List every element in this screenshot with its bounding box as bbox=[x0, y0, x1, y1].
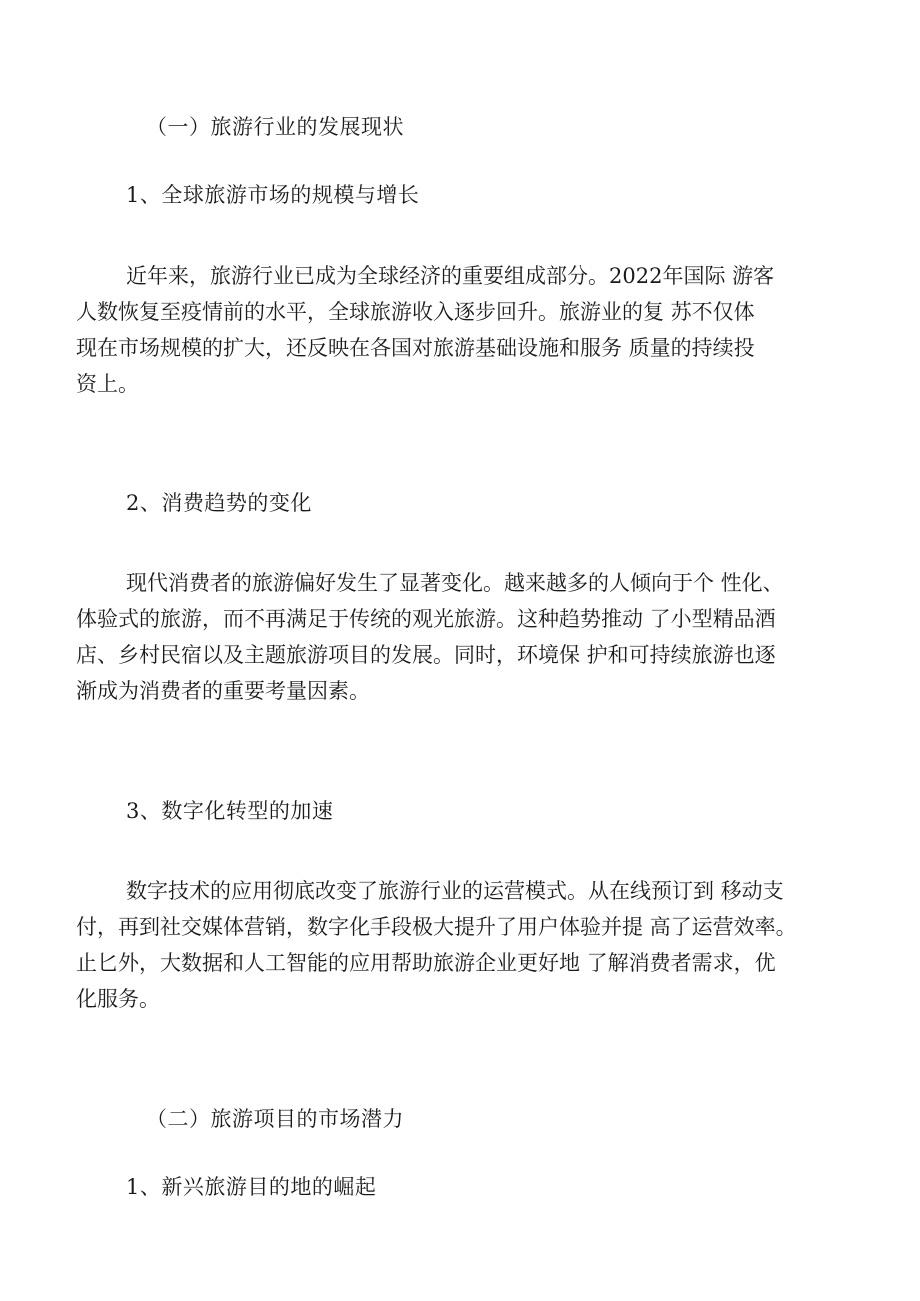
paragraph-line: 店、乡村民宿以及主题旅游项目的发展。同时，环境保 护和可持续旅游也逐 bbox=[76, 643, 776, 667]
section-heading-1: （一）旅游行业的发展现状 bbox=[146, 115, 404, 139]
paragraph-consumer-trends bbox=[76, 565, 846, 709]
subsection-heading-1-1: 1、全球旅游市场的规模与增长 bbox=[126, 183, 420, 207]
paragraph-line: 止匕外，大数据和人工智能的应用帮助旅游企业更好地 了解消费者需求，优 bbox=[76, 951, 776, 975]
section-heading-2: （二）旅游项目的市场潜力 bbox=[146, 1107, 404, 1131]
paragraph-line: 资上。 bbox=[76, 372, 139, 396]
subsection-heading-1-3: 3、数字化转型的加速 bbox=[126, 799, 334, 823]
subsection-heading-1-2: 2、消费趋势的变化 bbox=[126, 491, 312, 515]
subsection-heading-2-1: 1、新兴旅游目的地的崛起 bbox=[126, 1175, 377, 1199]
paragraph-digital-transformation bbox=[76, 873, 846, 1017]
paragraph-line: 数字技术的应用彻底改变了旅游行业的运营模式。从在线预订到 移动支 bbox=[126, 879, 784, 903]
paragraph-line: 近年来，旅游行业已成为全球经济的重要组成部分。2022年国际 游客 bbox=[126, 264, 775, 288]
paragraph-line: 体验式的旅游，而不再满足于传统的观光旅游。这种趋势推动 了小型精品酒 bbox=[76, 607, 776, 631]
paragraph-line: 现在市场规模的扩大，还反映在各国对旅游基础设施和服务 质量的持续投 bbox=[76, 336, 755, 360]
paragraph-line: 现代消费者的旅游偏好发生了显著变化。越来越多的人倾向于个 性化、 bbox=[126, 571, 784, 595]
paragraph-line: 人数恢复至疫情前的水平，全球旅游收入逐步回升。旅游业的复 苏不仅体 bbox=[76, 300, 755, 324]
paragraph-line: 化服务。 bbox=[76, 987, 160, 1011]
paragraph-market-size bbox=[76, 258, 846, 402]
paragraph-line: 付，再到社交媒体营销，数字化手段极大提升了用户体验并提 高了运营效率。 bbox=[76, 915, 797, 939]
paragraph-line: 渐成为消费者的重要考量因素。 bbox=[76, 679, 370, 703]
